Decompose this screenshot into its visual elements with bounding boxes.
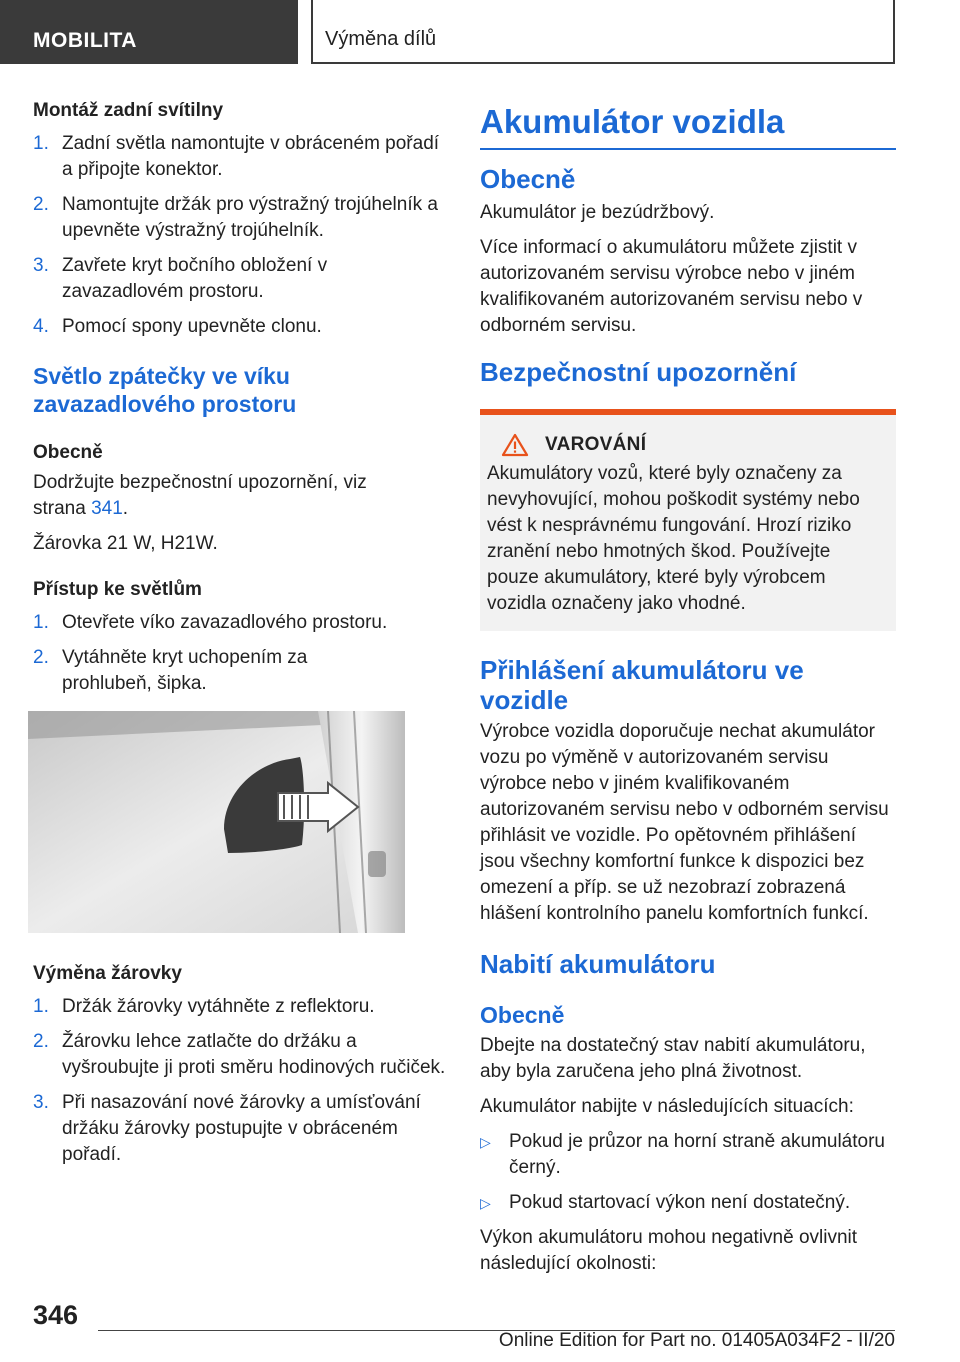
list-item: ▷ Pokud je průzor na horní straně akumulátoru černý. [480, 1131, 885, 1178]
replace-heading: Výměna žárovky [33, 963, 182, 984]
footer-edition: Online Edition for Part no. 01405A034F2 - II/20 [498, 1330, 895, 1351]
access-steps [33, 610, 451, 697]
access-heading: Přístup ke světlům [33, 579, 202, 600]
warning-triangle-icon [501, 433, 529, 457]
warning-box [480, 409, 896, 631]
maintenance-free-text: Akumulátor je bezúdržbový. [480, 202, 715, 223]
list-item: 3. Při nasazování nové žárovky a umísťování držáku žárovky postupujte v obráceném pořadí. [33, 1092, 421, 1165]
general-heading: Obecně [33, 442, 103, 463]
list-item: 2. Namontujte držák pro výstražný trojúhelník a upevněte výstražný trojúhelník. [33, 194, 438, 241]
list-item: ▷ Pokud startovací výkon není dostatečný. [480, 1190, 896, 1216]
rear-light-heading: Montáž zadní svítilny [33, 100, 224, 121]
page-number: 346 [33, 1300, 79, 1330]
charging-heading: Nabití akumulátoru [480, 949, 716, 979]
chapter-tab[interactable] [311, 0, 895, 64]
right-column [480, 100, 896, 1286]
list-item: 1. Otevřete víko zavazadlového prostoru. [33, 612, 388, 633]
list-item: 4. Pomocí spony upevněte clonu. [33, 316, 322, 337]
bullet-triangle-icon: ▷ [480, 1195, 491, 1211]
more-info-text: Více informací o akumulátoru můžete zjistit v autorizovaném servisu výrobce nebo v jiném kvalifikovaném autorizovaném servisu nebo v odborném servisu. [480, 237, 863, 336]
tailgate-cover-photo [28, 711, 405, 933]
charging-situations-text: Akumulátor nabijte v následujících situacích: [480, 1096, 854, 1117]
section-tab[interactable] [0, 0, 298, 64]
section-title: MOBILITA [33, 29, 137, 52]
general-text: Dodržujte bezpečnostní upozornění, viz strana 341. [33, 472, 367, 519]
chapter-title: Výměna dílů [325, 28, 437, 50]
bulb-spec: Žárovka 21 W, H21W. [33, 533, 218, 554]
warning-header [487, 433, 886, 457]
safety-heading: Bezpečnostní upozornění [480, 357, 797, 387]
list-item: 2. Vytáhněte kryt uchopením za prohlubeň, šipka. [33, 647, 308, 694]
list-item: 1. Držák žárovky vytáhněte z reflektoru. [33, 996, 375, 1017]
general-heading: Obecně [480, 164, 576, 194]
registration-heading: Přihlášení akumulátoru ve vozidle [480, 655, 804, 715]
warning-title: VAROVÁNÍ [545, 434, 647, 455]
charging-bullets [480, 1129, 896, 1216]
list-item: 1. Zadní světla namontujte v obráceném pořadí a připojte konektor. [33, 133, 440, 180]
replace-steps [33, 994, 451, 1168]
warning-text: Akumulátory vozů, které byly označeny za nevyhovující, mohou poškodit systémy nebo vést k nesprávnému fungování. Hrozí riziko zranění nebo hmotných škod. Používejte pouze akumulátory, které byly výrobcem vozidla označeny jako vhodné. [487, 463, 860, 614]
rear-light-steps [33, 131, 451, 340]
left-column [33, 98, 451, 1177]
page-link[interactable]: 341 [91, 498, 123, 519]
list-item: 2. Žárovku lehce zatlačte do držáku a vyšroubujte ji proti směru hodinových ručiček. [33, 1031, 446, 1078]
list-item: 3. Zavřete kryt bočního obložení v zavazadlovém prostoru. [33, 255, 328, 302]
bullet-triangle-icon: ▷ [480, 1134, 491, 1150]
charging-general-heading: Obecně [480, 1002, 565, 1028]
reverse-light-heading: Světlo zpátečky ve víku zavazadlového prostoru [33, 363, 297, 417]
performance-text: Výkon akumulátoru mohou negativně ovlivnit následující okolnosti: [480, 1227, 858, 1274]
page-title: Akumulátor vozidla [480, 100, 896, 150]
registration-text: Výrobce vozidla doporučuje nechat akumulátor vozu po výměně v autorizovaném servisu výrobce nebo v jiném kvalifikovaném autorizovaném servisu nebo v odborném servisu přihlásit ve vozidle. Po opětovném přihlášení jsou všechny komfortní funkce k dispozici bez omezení a příp. se už nezobrazí zobrazená hlášení kontrolního panelu komfortních funkcí. [480, 721, 889, 924]
charging-text: Dbejte na dostatečný stav nabití akumulátoru, aby byla zaručena jeho plná životnost. [480, 1035, 866, 1082]
